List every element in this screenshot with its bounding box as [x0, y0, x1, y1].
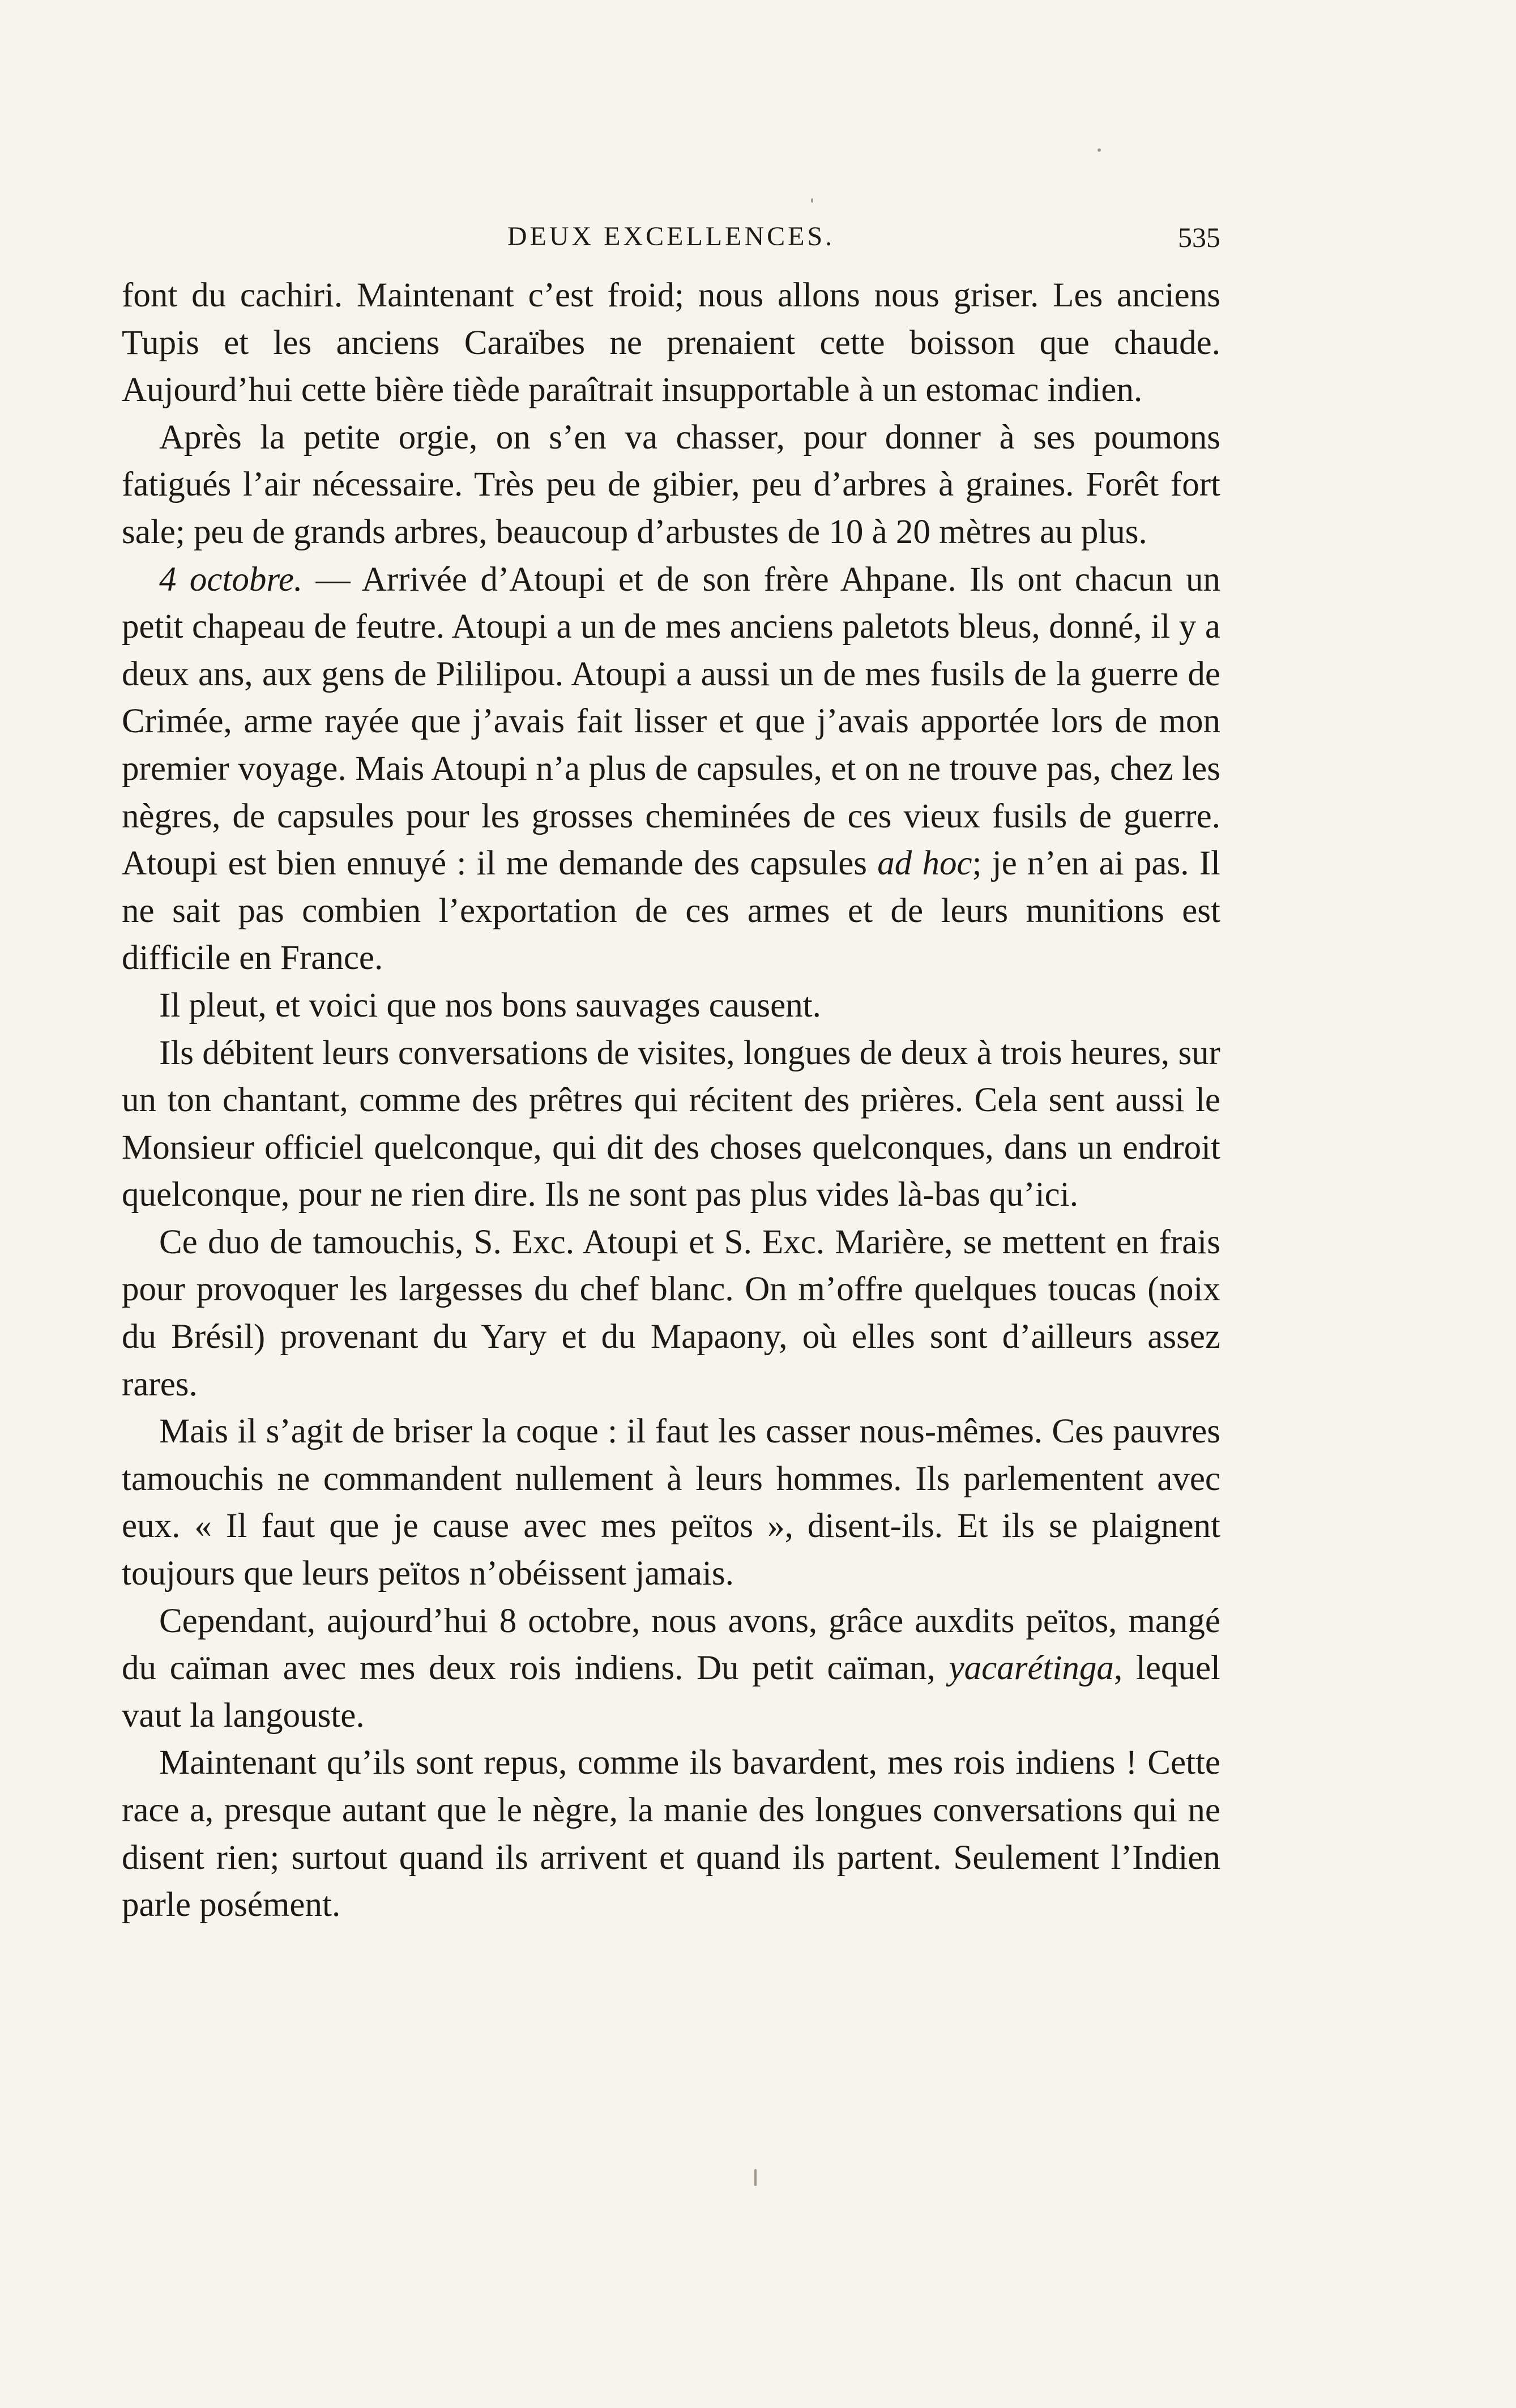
- page-number: 535: [1178, 221, 1220, 253]
- date-heading: 4 octobre.: [159, 560, 303, 599]
- paragraph-text: — Arrivée d’Atoupi et de son frère Ahpane. Ils ont chacun un petit chapeau de feutre. Atoupi a un de mes anciens paletots bleus, donné, il y a deux ans, aux gens de Pililipou. Atoupi a aussi un de mes fusils de la guerre de Crimée, arme rayée que j’avais fait lisser et que j’avais apportée lors de mon premier voyage. Mais Atoupi n’a plus de capsules, et on ne trouve pas, chez les nègres, de capsules pour les grosses cheminées de ces vieux fusils de guerre. Atoupi est bien ennuyé : il me demande des capsules: [122, 560, 1220, 883]
- paragraph: [122, 982, 1220, 1030]
- paragraph-text: Après la petite orgie, on s’en va chasser, pour donner à ses poumons fatigués l’air nécessaire. Très peu de gibier, peu d’arbres à graines. Forêt fort sale; peu de grands arbres, beaucoup d’arbustes de 10 à 20 mètres au plus.: [122, 418, 1220, 551]
- paragraph-text: Maintenant qu’ils sont repus, comme ils bavardent, mes rois indiens ! Cette race a, presque autant que le nègre, la manie des longues conversations qui ne disent rien; surtout quand ils arrivent et quand ils partent. Seulement l’Indien parle posément.: [122, 1744, 1220, 1924]
- body-text: [122, 272, 1220, 1929]
- paragraph: [122, 1408, 1220, 1597]
- paragraph: [122, 556, 1220, 982]
- paragraph-text: ; je n’en ai pas. Il ne sait pas combien l’exportation de ces armes et de leurs munitions est difficile en France.: [122, 844, 1220, 977]
- native-term: yacarétinga: [949, 1649, 1114, 1688]
- paragraph-text: , lequel vaut la langouste.: [122, 1649, 1220, 1735]
- paragraph: [122, 1219, 1220, 1408]
- paper-speck: [754, 2169, 757, 2186]
- paragraph-text: Il pleut, et voici que nos bons sauvages causent.: [159, 986, 821, 1024]
- page-header: [122, 215, 1220, 272]
- paragraph: [122, 1030, 1220, 1219]
- paragraph: [122, 414, 1220, 556]
- paper-speck: [1098, 148, 1101, 152]
- paragraph: [122, 1739, 1220, 1928]
- paragraph-text: Cependant, aujourd’hui 8 octobre, nous avons, grâce auxdits peïtos, mangé du caïman avec mes deux rois indiens. Du petit caïman,: [122, 1602, 1220, 1688]
- latin-phrase: ad hoc: [877, 844, 972, 883]
- paragraph-text: Mais il s’agit de briser la coque : il faut les casser nous-mêmes. Ces pauvres tamouchis ne commandent nullement à leurs hommes. Ils parlementent avec eux. « Il faut que je cause avec mes peïtos », disent-ils. Et ils se plaignent toujours que leurs peïtos n’obéissent jamais.: [122, 1412, 1220, 1593]
- paragraph: [122, 1598, 1220, 1740]
- paragraph: [122, 272, 1220, 414]
- paragraph-text: Ils débitent leurs conversations de visites, longues de deux à trois heures, sur un ton chantant, comme des prêtres qui récitent des prières. Cela sent aussi le Monsieur officiel quelconque, qui dit des choses quelconques, dans un endroit quelconque, pour ne rien dire. Ils ne sont pas plus vides là-bas qu’ici.: [122, 1034, 1220, 1214]
- running-title: DEUX EXCELLENCES.: [507, 221, 835, 251]
- paragraph-text: font du cachiri. Maintenant c’est froid; nous allons nous griser. Les anciens Tupis et les anciens Caraïbes ne prenaient cette boisson que chaude. Aujourd’hui cette bière tiède paraîtrait insupportable à un estomac indien.: [122, 276, 1220, 409]
- paper-speck: [811, 198, 813, 203]
- paragraph-text: Ce duo de tamouchis, S. Exc. Atoupi et S. Exc. Marière, se mettent en frais pour provoquer les largesses du chef blanc. On m’offre quelques toucas (noix du Brésil) provenant du Yary et du Mapaony, où elles sont d’ailleurs assez rares.: [122, 1223, 1220, 1403]
